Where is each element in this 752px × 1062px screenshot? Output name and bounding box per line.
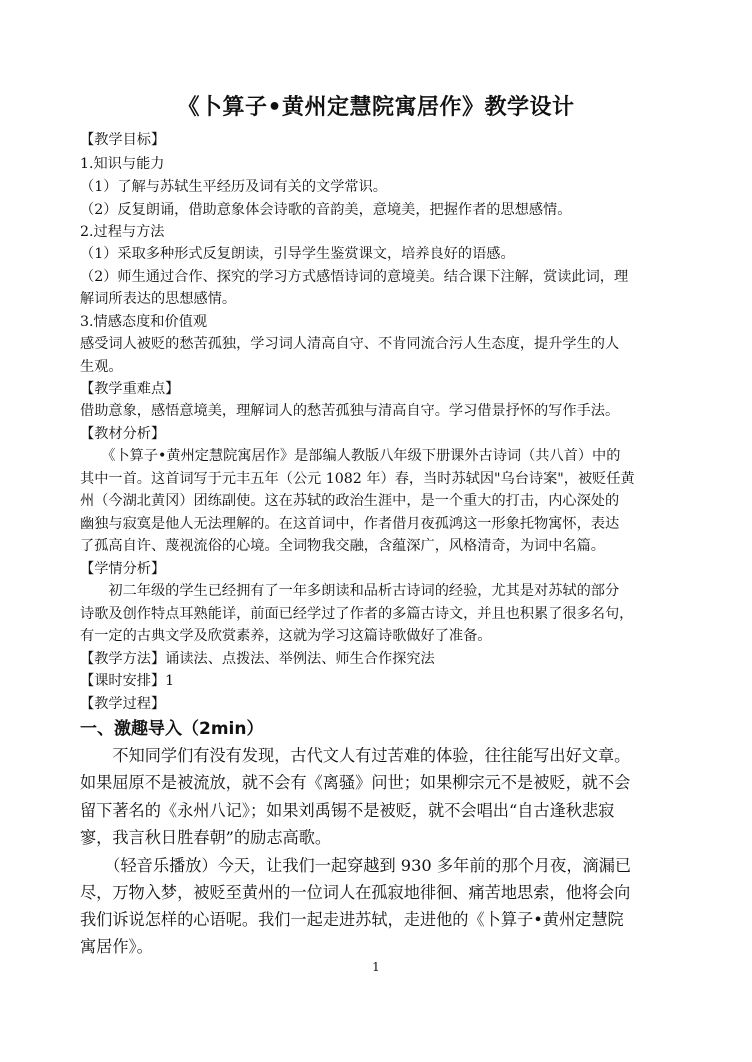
text-line: （2）师生通过合作、探究的学习方式感悟诗词的意境美。结合课下注解，赏读此词，理 bbox=[80, 269, 629, 285]
body-line: 寓居作》。 bbox=[80, 937, 153, 956]
text-line: 了孤高自许、蔑视流俗的心境。全词物我交融，含蕴深广，风格清奇，为词中名篇。 bbox=[80, 538, 605, 554]
body-line: 如果屈原不是被流放，就不会有《离骚》问世；如果柳宗元不是被贬，就不会 bbox=[80, 773, 631, 792]
body-line: 留下著名的《永州八记》；如果刘禹锡不是被贬，就不会唱出“自古逢秋悲寂 bbox=[80, 801, 615, 820]
text-line: 【课时安排】1 bbox=[80, 673, 175, 689]
text-line: 【教学过程】 bbox=[80, 696, 166, 712]
text-line: 【教学重难点】 bbox=[80, 381, 180, 397]
text-line: 州（今湖北黄冈）团练副使。这在苏轼的政治生涯中，是一个重大的打击，内心深处的 bbox=[80, 493, 620, 509]
text-line: 其中一首。这首词写于元丰五年（公元 1082 年）春，当时苏轼因"乌台诗案"，被贬任黄 bbox=[80, 471, 635, 487]
text-line: 【教学目标】 bbox=[80, 132, 166, 148]
text-line: （1）了解与苏轼生平经历及词有关的文学常识。 bbox=[80, 179, 387, 195]
text-line: 生观。 bbox=[80, 359, 123, 375]
body-line: 尽，万物入梦，被贬至黄州的一位词人在孤寂地徘徊、痛苦地思索，他将会向 bbox=[80, 883, 631, 902]
text-line: （1）采取多种形式反复朗读，引导学生鉴赏课文，培养良好的语感。 bbox=[80, 246, 515, 262]
text-line: 有一定的古典文学及欣赏素养，这就为学习这篇诗歌做好了准备。 bbox=[80, 628, 492, 644]
text-line: （2）反复朗诵，借助意象体会诗歌的音韵美，意境美，把握作者的思想感情。 bbox=[80, 202, 572, 218]
body-line: 我们诉说怎样的心语呢。我们一起走进苏轼，走进他的《卜算子•黄州定慧院 bbox=[80, 910, 624, 929]
document-title: 《卜算子•黄州定慧院寓居作》教学设计 bbox=[177, 95, 575, 120]
section-heading: 一、激趣导入（2min） bbox=[80, 719, 264, 739]
text-line: 2.过程与方法 bbox=[80, 224, 165, 240]
body-line: （轻音乐播放）今天，让我们一起穿越到 930 多年前的那个月夜，滴漏已 bbox=[80, 856, 632, 875]
body-line: 不知同学们有没有发现，古代文人有过苦难的体验，往往能写出好文章。 bbox=[80, 746, 631, 765]
text-line: 诗歌及创作特点耳熟能详，前面已经学过了作者的多篇古诗文，并且也积累了很多名句， bbox=[80, 606, 634, 622]
text-line: 初二年级的学生已经拥有了一年多朗读和品析古诗词的经验，尤其是对苏轼的部分 bbox=[80, 583, 620, 599]
text-line: 【教材分析】 bbox=[80, 426, 166, 442]
text-line: 解词所表达的思想感情。 bbox=[80, 291, 237, 307]
text-line: 借助意象，感悟意境美，理解词人的愁苦孤独与清高自守。学习借景抒怀的写作手法。 bbox=[80, 403, 620, 419]
text-line: 【学情分析】 bbox=[80, 561, 166, 577]
text-line: 1.知识与能力 bbox=[80, 156, 165, 172]
text-line: 《卜算子•黄州定慧院寓居作》是部编人教版八年级下册课外古诗词（共八首）中的 bbox=[80, 448, 621, 464]
text-line: 感受词人被贬的愁苦孤独，学习词人清高自守、不肯同流合污人生态度，提升学生的人 bbox=[80, 336, 620, 352]
text-line: 幽独与寂寞是他人无法理解的。在这首词中，作者借月夜孤鸿这一形象托物寓怀，表达 bbox=[80, 516, 620, 532]
body-line: 寥，我言秋日胜春朝”的励志高歌。 bbox=[80, 828, 332, 847]
text-line: 【教学方法】诵读法、点拨法、举例法、师生合作探究法 bbox=[80, 651, 435, 667]
text-line: 3.情感态度和价值观 bbox=[80, 314, 208, 330]
page-number: 1 bbox=[372, 960, 380, 974]
